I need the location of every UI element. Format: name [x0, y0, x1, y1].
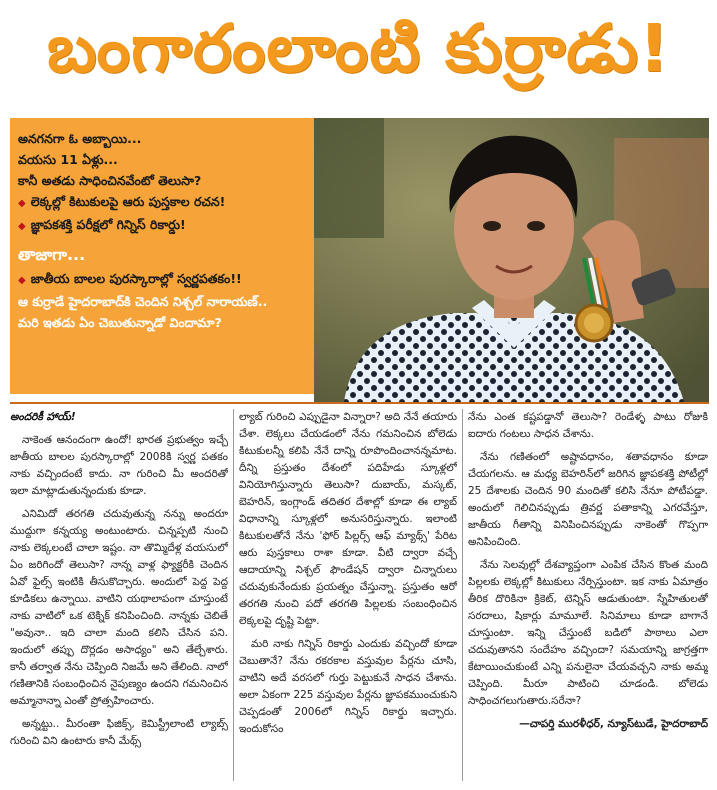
section-divider	[10, 402, 709, 404]
headline-banner	[0, 0, 717, 112]
intro-taja: తాజాగా...	[18, 245, 86, 264]
portrait-photo	[314, 118, 709, 402]
article-credit: —చాపర్తి మురళీధర్, న్యూస్‌టుడే, హైదరాబాద్	[519, 718, 708, 730]
intro-line-4: ఆ కుర్రాడే హైదరాబాద్‌కి చెందిన నిశ్చల్ నారాయణ్..	[18, 294, 268, 309]
article-greeting: అందరికీ హాయ్!	[10, 411, 76, 423]
article-paragraph: ఎనిమిదో తరగతి చదువుతున్న నన్ను అందరూ ముద్దుగా కన్నయ్య అంటుంటారు. చిన్నప్పటి నుంచి నాకు లెక్కలంటే చాలా ఇష్టం. నా తొమ్మిదేళ్ల వయసులో ఏం జరిగిందో తెలుసా? నాన్న వాళ్ల ఫ్యాక్టరీకి చెందిన ఏవో ఫైల్స్ ఇంటికి తీసుకొచ్చారు. అందులో పెద్ద పెద్ద కూడికలు ఉన్నాయి. వాటిని యథాలాపంగా చూస్తుంటే నాకు వాటిలో ఒక టెక్నిక్ కనిపించింది. నాన్నకు చెబితే "అవునా.. ఇది చాలా మంది కలిసి చేసిన పని. ఇందులో తప్పు దొర్లడం అసాధ్యం" అని తేల్చేశారు. కానీ తర్వాత నేను చెప్పింది నిజమే అని తేలింది. నాలో గణితానికి సంబంధించిన నైపుణ్యం ఉందని గమనించిన అమ్మానాన్నా ఎంతో ప్రోత్సహించారు.	[10, 508, 228, 707]
intro-line-5: మరి ఇతడు ఏం చెబుతున్నాడో విందామా?	[18, 315, 222, 330]
intro-bullet-3: ◆ జాతీయ బాలల పురస్కారాల్లో స్వర్ణపతకం!!	[18, 268, 306, 291]
article-paragraph: అన్నట్టు.. మీరంతా ఫిజిక్స్, కెమిస్ట్రీలాంటి ల్యాబ్స్ గురించి విని ఉంటారు కానీ మేథ్స్	[10, 718, 228, 747]
intro-line-1: అనగనగా ఓ అబ్బాయి...	[18, 131, 142, 146]
boy-with-medal-illustration	[314, 118, 709, 402]
intro-line-3: కానీ అతడు సాధించినవేంటో తెలుసా?	[18, 173, 202, 188]
intro-box	[10, 118, 314, 394]
article-paragraph: నేను గణితంలో అష్టావధానం, శతావధానం కూడా చేయగలను. ఆ మధ్య బెహరిన్‌లో జరిగిన జ్ఞాపకశక్తి పోటీల్లో 25 దేశాలకు చెందిన 90 మందితో కలిసి నేనూ పోటీపడ్డా. అందులో గెలిచినప్పుడు త్రివర్ణ పతాకాన్ని ఎగరవేస్తూ, జాతీయ గీతాన్ని వినిపించినప్పుడు నాకెంతో గొప్పగా అనిపించింది.	[468, 451, 708, 548]
article-paragraph: నేను ఎంత కష్టపడ్డానో తెలుసా? రెండేళ్ళ పాటు రోజుకి ఐదారు గంటలు సాధన చేశాను.	[468, 411, 708, 440]
article-column-2	[239, 409, 457, 785]
article-paragraph: ల్యాబ్ గురించి ఎప్పుడైనా విన్నారా? అది నేనే తయారు చేశా. లెక్కలు చేయడంలో నేను గమనించిన బోలెడు కిటుకులన్నీ కలిపి నేనే దాన్ని రూపొందించానన్నమాట. దీన్ని ప్రస్తుతం దేశంలో పదిహేడు స్కూళ్లలో వినియోగిస్తున్నారు తెలుసా? దుబాయ్, మస్కట్, బెహరిన్, ఇంగ్లాండ్ తదితర దేశాల్లో కూడా ఈ ల్యాబ్ విధానాన్ని స్కూళ్లలో అనుసరిస్తున్నారు. ఇలాంటి కిటుకులతోనే నేను 'ఫోర్ పిల్లర్స్ ఆఫ్ మ్యాథ్స్' పేరిట ఆరు పుస్తకాలు రాశా కూడా. వీటి ద్వారా వచ్చే ఆదాయాన్ని నిశ్చల్ ఫౌండేషన్ ద్వారా చిన్నారులు చదువుకునేందుకు ప్రయత్నం చేస్తున్నా. ప్రస్తుతం ఆరో తరగతి నుంచి పదో తరగతి పిల్లలకు సంబంధించిన లెక్కలపై దృష్టి పెట్టా.	[239, 411, 457, 627]
column-rule	[462, 409, 463, 781]
article-paragraph: నాకెంత ఆనందంగా ఉందో! భారత ప్రభుత్వం ఇచ్చే జాతీయ బాలల పురస్కారాల్లో 2008కి స్వర్ణ పతకం నాకు వచ్చిందంటే కాదు. నా గురించి మీ అందరితో ఇలా మాట్లాడుతున్నందుకు కూడా.	[10, 434, 228, 497]
article-paragraph: నేను సెలవుల్లో దేశవ్యాప్తంగా ఎంపిక చేసిన కొంత మంది పిల్లలకు లెక్కల్లో కిటుకులు నేర్పిస్తుంటా. ఇక నాకు ఏమాత్రం తీరిక దొరికినా క్రికెట్, టెన్నిస్ ఆడుతుంటా. స్నేహితులతో సరదాలు, షికార్లు మామూలే. సినిమాలు కూడా బాగానే చూస్తుంటా. ఇన్ని చేస్తుంటే బడిలో పాఠాలు ఎలా చదువుతానని సందేహం వచ్చిందా? సమయాన్ని జాగ్రత్తగా కేటాయించుకుంటే ఎన్ని పనులైనా చేయవచ్చని నాకు అమ్మ చెప్పింది. మీరూ పాటించి చూడండి. బోలెడు సాధించగలుగుతారు.సరేనా?	[468, 559, 708, 707]
headline-title: బంగారంలాంటి కుర్రాడు!	[46, 9, 671, 87]
article-column-1	[10, 409, 228, 785]
article-paragraph: మరి నాకు గిన్నిస్ రికార్డు ఎందుకు వచ్చిందో కూడా చెబుతానే? నేను రకరకాల వస్తువుల పేర్లను చూసి, వాటిని అదే వరసలో గుర్తు పెట్టుకునే సాధన చేశాను. అలా ఏకంగా 225 వస్తువుల పేర్లను జ్ఞాపకముంచుకుని చెప్పడంతో 2006లో గిన్నిస్ రికార్డు ఇచ్చారు. ఇందుకోసం	[239, 638, 457, 735]
intro-bullet-2: ◆ జ్ఞాపకశక్తి పరీక్షలో గిన్నిస్ రికార్డు!	[18, 214, 306, 237]
column-rule	[233, 409, 234, 781]
intro-bullet-1: ◆ లెక్కల్లో కిటుకులపై ఆరు పుస్తకాల రచన!	[18, 191, 306, 214]
article-column-3	[468, 409, 708, 785]
intro-line-2: వయసు 11 ఏళ్లు...	[18, 152, 118, 167]
